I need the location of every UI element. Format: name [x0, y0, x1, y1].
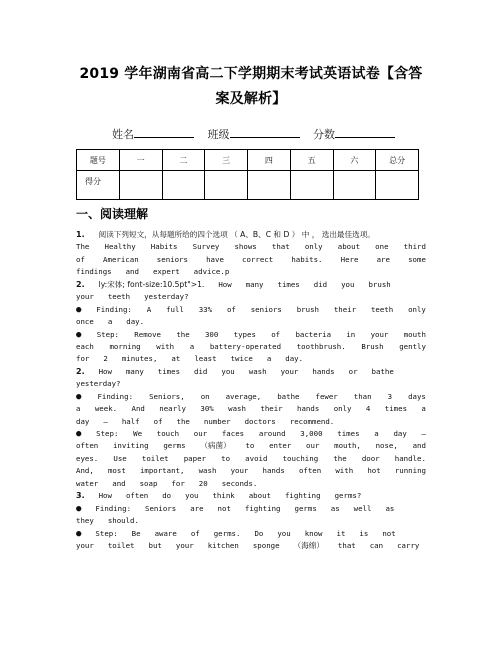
passage-word: around [258, 429, 286, 438]
passage-word: least [194, 354, 217, 364]
passage-word: — [103, 416, 108, 426]
passage-line [76, 428, 426, 440]
passage-word: sponge [252, 540, 280, 550]
passage-word: germs [163, 441, 186, 451]
passage-line [76, 329, 426, 341]
passage-word: well [353, 503, 372, 513]
passage-word: and [125, 267, 139, 277]
passage-word: minutes, [121, 354, 158, 364]
passage-word: many [245, 279, 264, 289]
passage-word: water [76, 478, 99, 488]
passage-word: not [382, 528, 396, 538]
passage-word: each [76, 341, 94, 351]
score-table-header: 题号 [77, 150, 120, 171]
passage-word: are [190, 503, 204, 513]
score-cell[interactable] [333, 171, 376, 200]
passage-word: Survey [192, 242, 220, 252]
passage-word: one [375, 242, 389, 252]
passage-word: 3 [387, 391, 393, 401]
passage-word: fighting [244, 503, 281, 513]
score-table-header: 总分 [376, 150, 419, 171]
passage-word: toothbrush. [296, 341, 346, 351]
student-info-line [112, 126, 412, 142]
score-table [76, 149, 419, 200]
passage-word: Be [131, 528, 141, 538]
passage-word: your [76, 540, 94, 550]
passage-word: eyes. [76, 453, 99, 463]
passage-word: American [103, 254, 139, 264]
score-table-header: 五 [290, 150, 333, 171]
passage-word: Healthy [104, 242, 136, 252]
passage-line [76, 416, 426, 428]
score-cell[interactable] [290, 171, 333, 200]
passage-word: week. [94, 404, 118, 414]
score-row-label: 得分 [77, 171, 120, 200]
score-label: 分数 [313, 128, 335, 141]
passage-word: Do [254, 528, 264, 538]
passage-word: ly:宋体; font-size:10.5pt">1. [98, 279, 205, 289]
passage-word: in [346, 329, 356, 339]
passage-word: bathe [277, 391, 300, 401]
passage-word: many [125, 366, 144, 376]
passage-word: toilet [107, 540, 135, 550]
passage-word: it [336, 528, 346, 538]
passage-word: fighting [284, 491, 321, 501]
passage-word: to [245, 441, 255, 451]
passage-word: recommend. [289, 416, 335, 426]
passage-word: but [148, 540, 162, 550]
passage-line [76, 465, 426, 477]
passage-word: bacteria [295, 329, 332, 339]
passage-word: of [271, 329, 281, 339]
passage-word: to [221, 453, 231, 463]
passage-word: Finding: [97, 391, 134, 401]
question-number: 2. [76, 279, 85, 289]
question-number: 2. [76, 366, 85, 376]
passage-word: Step: [96, 429, 119, 438]
section-heading: 一、阅读理解 [76, 207, 149, 221]
score-table-header: 二 [162, 150, 205, 171]
passage-word: times [384, 404, 408, 414]
passage-word: habits. [291, 254, 323, 264]
passage-word: about [337, 242, 361, 252]
passage-word: 300 [204, 329, 219, 339]
passage-word: with [335, 466, 354, 476]
passage-word: hot [367, 466, 381, 476]
passage-word: your [76, 292, 94, 302]
passage-word: Here [340, 254, 359, 264]
passage-word: important, [139, 466, 185, 476]
name-label: 姓名 [112, 128, 134, 141]
question-number: 1. [76, 230, 85, 239]
passage-word: your [175, 540, 194, 550]
passage-line [76, 540, 426, 552]
passage-line [76, 403, 426, 415]
bullet-icon: ● [76, 391, 82, 402]
passage-word: shows [234, 242, 257, 252]
exam-title [40, 62, 462, 112]
passage-word: only [408, 304, 426, 314]
score-table-score-row [77, 171, 419, 200]
score-table-header: 四 [248, 150, 291, 171]
passage-word: gently [399, 341, 426, 351]
passage-word: day [76, 416, 90, 426]
passage-word: seconds. [221, 478, 258, 488]
passage-word: correct [242, 254, 274, 264]
passage-word: touching [282, 453, 319, 463]
passage-word: you [277, 528, 291, 538]
passage-word: for [171, 478, 185, 488]
passage-word: should. [107, 516, 139, 526]
passage-word: — [421, 429, 426, 438]
passage-word: a [107, 317, 113, 327]
passage-word: a [421, 404, 426, 414]
passage-word: We [133, 429, 143, 438]
passage-word: bathe [371, 366, 394, 376]
passage-word: think [212, 491, 235, 501]
passage-word: running [394, 466, 426, 476]
score-cell[interactable] [205, 171, 248, 200]
passage-word: is [359, 528, 369, 538]
passage-word: can [369, 540, 384, 550]
passage-word: only [304, 242, 323, 252]
passage-word: germs? [334, 491, 362, 501]
passage-word: types [233, 329, 256, 339]
passage-word: twice [230, 354, 253, 364]
passage-word: of [76, 254, 85, 264]
passage-word: you [221, 366, 235, 376]
passage-word: they [76, 516, 94, 526]
passage-word: as [385, 503, 395, 513]
passage-word: Habits [150, 242, 178, 252]
passage-word: 阅读下列短文，从每题所给的四个选项 （ A、B、C 和 D ） 中 ， 选出最佳选项。 [98, 230, 375, 239]
passage-word: nearly [159, 404, 186, 414]
passage-line [76, 391, 426, 403]
passage-word: of [190, 528, 200, 538]
passage-word: on [200, 391, 210, 401]
passage-line [76, 266, 426, 278]
passage-word: 20 [198, 478, 208, 488]
passage-word: the [176, 416, 190, 426]
passage-word: your [280, 366, 299, 376]
bullet-icon: ● [76, 429, 82, 439]
passage-word: day. [285, 354, 304, 364]
score-table-header-row [77, 150, 419, 171]
passage-word: yesterday? [144, 292, 189, 302]
passage-word: handle. [394, 453, 426, 463]
passage-word: Seniors [145, 503, 177, 513]
passage-word: Brush [361, 341, 384, 351]
passage-line [76, 503, 426, 515]
passage-word: 30% [200, 404, 214, 414]
passage-word: have [206, 254, 224, 264]
passage-word: only [333, 404, 352, 414]
passage-word: wash [198, 466, 217, 476]
passage-word: did [194, 366, 208, 376]
bullet-icon: ● [76, 329, 82, 340]
passage-word: faces [221, 429, 245, 438]
passage-word: a [266, 354, 272, 364]
passage-word: brush [296, 304, 319, 314]
passage-word: their [260, 404, 283, 414]
passage-word: you [341, 279, 355, 289]
passage-word: often [76, 441, 99, 451]
passage-word: carry [397, 540, 420, 550]
passage-word: a [374, 429, 379, 438]
passage-word: that [337, 540, 356, 550]
passage-word: How [218, 279, 232, 289]
passage-word: of [153, 416, 163, 426]
passage-word: And [131, 404, 145, 414]
passage-word: a [76, 404, 81, 414]
passage-word: day [393, 429, 407, 438]
passage-word: not [217, 503, 231, 513]
passage-word: Seniors, [149, 391, 185, 401]
question-number: 3. [76, 491, 85, 501]
class-label: 班级 [207, 128, 230, 141]
passage-word: And, [76, 466, 94, 476]
name-blank[interactable] [134, 126, 194, 138]
passage-word: did [313, 279, 328, 289]
passage-word: Remove [134, 329, 161, 339]
passage-word: you [185, 491, 199, 501]
passage-word: know [304, 528, 323, 538]
passage-word: paper [183, 453, 206, 463]
passage-word: once [76, 317, 94, 327]
passage-word: teeth [107, 292, 131, 302]
passage-word: number [203, 416, 231, 426]
exam-title-line-1: 2019 学年湖南省高二下学期期末考试英语试卷【含答 [79, 66, 423, 82]
passage-line [76, 366, 426, 378]
passage-line [76, 229, 426, 241]
passage-word: times [157, 366, 181, 376]
passage-word: teeth [370, 304, 394, 314]
passage-line [76, 515, 426, 527]
passage-word: with [156, 341, 175, 351]
passage-line [76, 341, 426, 353]
passage-word: expert [152, 267, 180, 277]
passage-line [76, 490, 426, 502]
bullet-icon: ● [76, 304, 82, 315]
score-cell[interactable] [119, 171, 162, 200]
passage-word: seniors [250, 304, 282, 314]
passage-word: mouth, [334, 441, 361, 451]
passage-word: for [76, 354, 90, 364]
passage-word: that [271, 242, 290, 252]
passage-word: 2 [103, 354, 108, 364]
passage-word: wash [248, 366, 267, 376]
passage-word: and [112, 478, 126, 488]
passage-word: and [412, 441, 426, 451]
passage-word: （病菌） [200, 441, 231, 451]
score-cell[interactable] [376, 171, 419, 200]
passage-word: their [333, 304, 357, 314]
passage-word: of [226, 304, 236, 314]
passage-word: half [121, 416, 140, 426]
passage-word: often [298, 466, 322, 476]
passage-word: battery-operated [209, 341, 282, 351]
passage-line [76, 254, 426, 266]
passage-word: 33% [198, 304, 213, 314]
passage-word: mouth [403, 329, 426, 339]
passage-line [76, 453, 426, 465]
passage-word: advice.p [193, 267, 230, 277]
passage-line [76, 241, 426, 253]
passage-word: the [176, 329, 190, 339]
passage-word: yesterday? [76, 379, 121, 389]
score-blank[interactable] [335, 126, 395, 138]
passage-word: our [306, 441, 320, 451]
passage-word: How [98, 491, 112, 501]
exam-title-line-2: 案及解析】 [215, 91, 287, 107]
passage-word: inviting [112, 441, 149, 451]
passage-word: do [162, 491, 172, 501]
passage-word: day. [126, 317, 145, 327]
passage-word: times [337, 429, 360, 438]
passage-word: hands [262, 466, 285, 476]
score-cell[interactable] [162, 171, 205, 200]
passage-word: some [408, 254, 426, 264]
passage-line [76, 291, 426, 303]
passage-word: times [277, 279, 300, 289]
passage-word: 3,000 [300, 429, 323, 438]
passage-word: soap [139, 478, 158, 488]
passage-word: third [403, 242, 426, 252]
passage-word: touch [156, 429, 180, 438]
passage-word: Finding: [96, 304, 132, 314]
passage-word: The [76, 242, 90, 252]
passage-word: findings [76, 267, 112, 277]
passage-word: kitchen [207, 540, 239, 550]
score-table-header: 三 [205, 150, 248, 171]
passage-word: doctors [244, 416, 276, 426]
passage-line [76, 304, 426, 316]
passage-word: （海绵） [293, 540, 324, 550]
passage-body [76, 229, 426, 552]
passage-word: the [333, 453, 347, 463]
passage-word: or [348, 366, 358, 376]
score-table-header: 一 [119, 150, 162, 171]
passage-word: than [353, 391, 372, 401]
passage-word: 4 [365, 404, 371, 414]
passage-word: door [361, 453, 380, 463]
passage-word: enter [269, 441, 292, 451]
passage-word: A [146, 304, 152, 314]
passage-word: nose, [375, 441, 398, 451]
score-table-header: 六 [333, 150, 376, 171]
passage-word: are [376, 254, 390, 264]
passage-word: brush [368, 279, 391, 289]
passage-line [76, 528, 426, 540]
passage-word: hands [297, 404, 320, 414]
passage-line [76, 353, 426, 365]
bullet-icon: ● [76, 503, 82, 514]
passage-line [76, 279, 426, 291]
passage-word: as [330, 503, 340, 513]
passage-word: Step: [96, 329, 119, 339]
passage-line [76, 440, 426, 452]
score-cell[interactable] [248, 171, 291, 200]
passage-word: morning [109, 341, 141, 351]
passage-word: germs [294, 503, 317, 513]
passage-word: your [370, 329, 389, 339]
passage-word: seniors [156, 254, 188, 264]
passage-word: often [125, 491, 149, 501]
passage-word: fewer [315, 391, 338, 401]
passage-word: most [107, 466, 126, 476]
passage-word: germs. [213, 528, 241, 538]
passage-word: hands [312, 366, 335, 376]
passage-line [76, 478, 426, 490]
passage-word: wash [228, 404, 246, 414]
passage-word: Finding: [95, 503, 132, 513]
passage-word: at [171, 354, 181, 364]
passage-word: average, [225, 391, 262, 401]
passage-word: about [248, 491, 271, 501]
passage-word: toilet [141, 453, 169, 463]
bullet-icon: ● [76, 528, 82, 539]
passage-word: full [166, 304, 184, 314]
passage-word: our [193, 429, 208, 438]
passage-line [76, 378, 426, 390]
passage-line [76, 316, 426, 328]
passage-word: Step: [95, 528, 118, 538]
passage-word: aware [154, 528, 177, 538]
passage-word: a [189, 341, 195, 351]
passage-word: Use [113, 453, 127, 463]
passage-word: avoid [245, 453, 268, 463]
passage-word: days [408, 391, 426, 401]
class-blank[interactable] [230, 126, 300, 138]
passage-word: your [230, 466, 249, 476]
passage-word: How [98, 366, 112, 376]
